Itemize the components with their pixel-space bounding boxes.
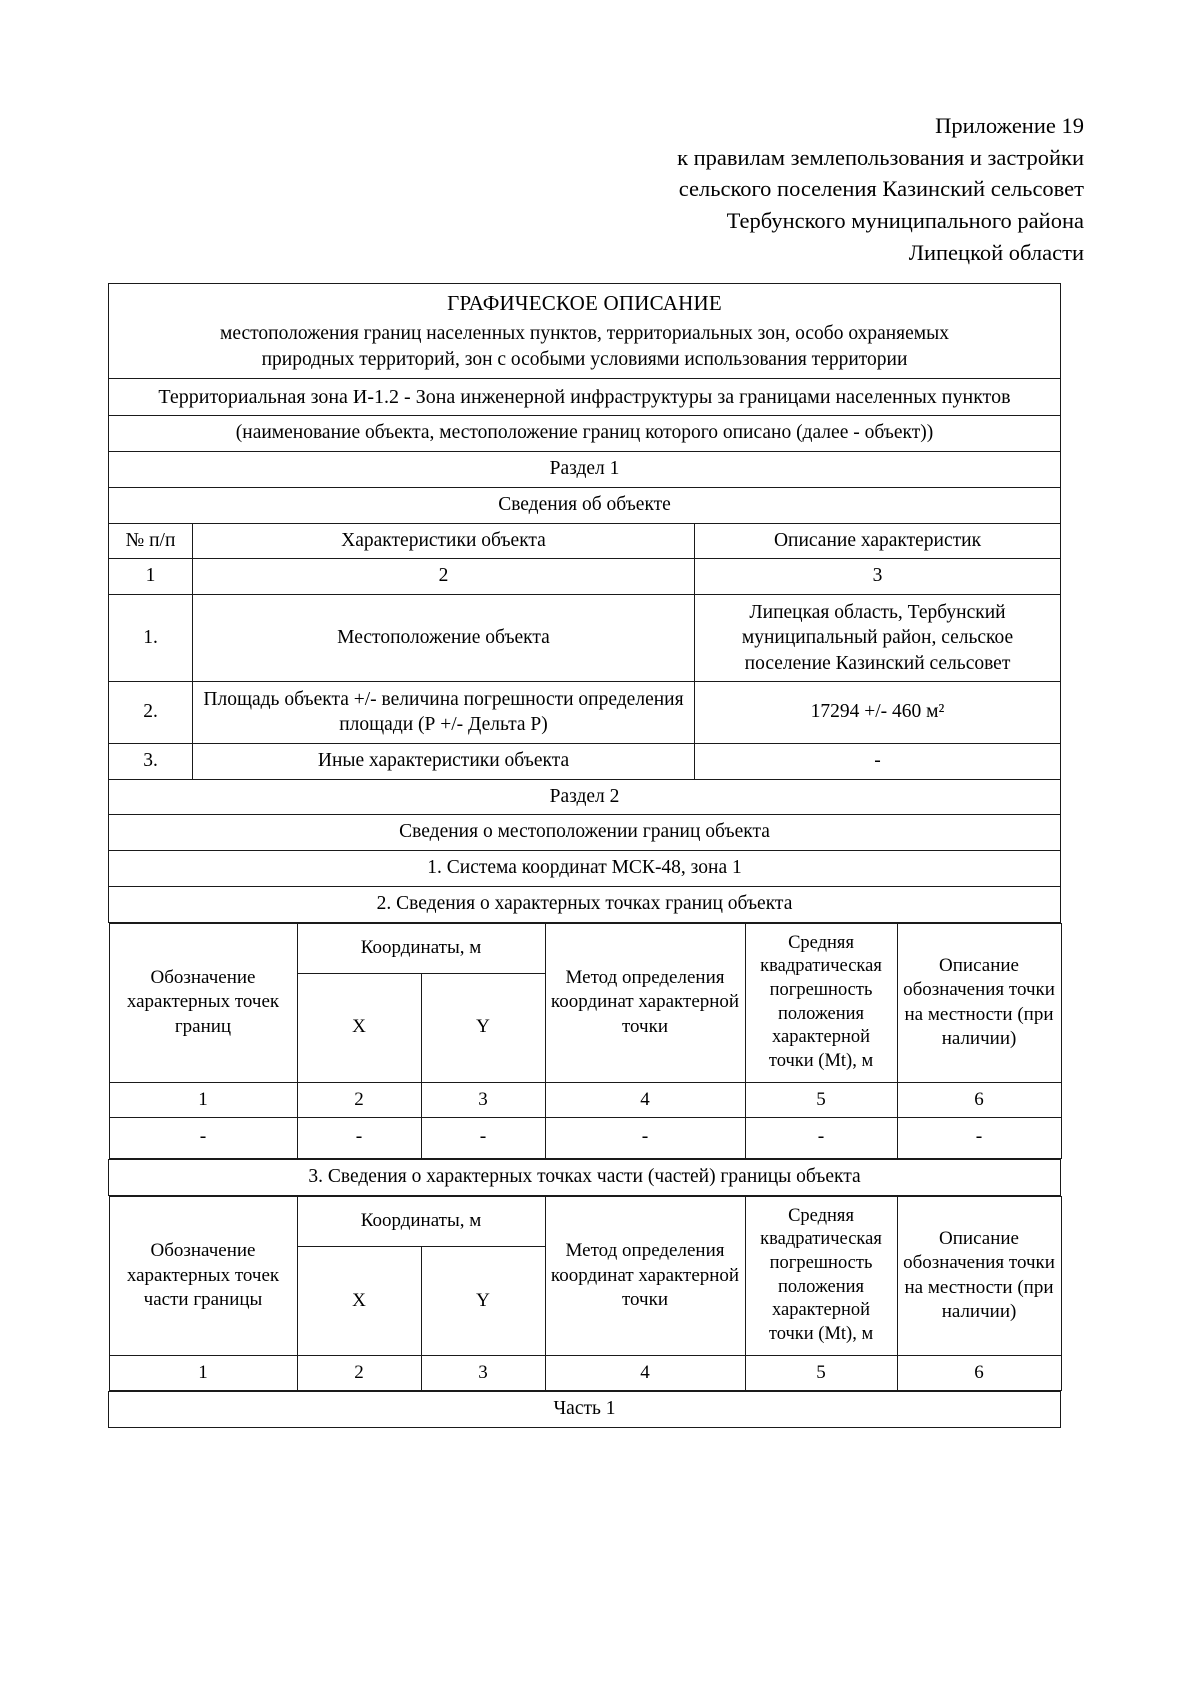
row-description: Липецкая область, Тербунский муниципальный район, сельское поселение Казинский сельсовет: [695, 595, 1061, 682]
parts-title-row: [109, 1159, 1061, 1195]
header-y: Y: [421, 973, 545, 1082]
section1-label-row: [109, 452, 1061, 488]
row-characteristic: Местоположение объекта: [193, 595, 695, 682]
zone-name: Территориальная зона И-1.2 - Зона инженерной инфраструктуры за границами населенных пунктов: [109, 378, 1061, 416]
parts-header-point-designation: Обозначение характерных точек части границы: [109, 1196, 297, 1355]
parts-header-row: [109, 1196, 1061, 1246]
coordinates-header-row: [109, 923, 1061, 973]
parts-column-number-5: 5: [745, 1355, 897, 1390]
column-header-characteristic: Характеристики объекта: [193, 523, 695, 559]
coord-cell-x: -: [297, 1117, 421, 1158]
coord-cell-method: -: [545, 1117, 745, 1158]
section1-header-row: [109, 523, 1061, 559]
parts-coordinates-table: [109, 1196, 1062, 1391]
coord-column-number-5: 5: [745, 1082, 897, 1117]
header-line-region: Липецкой области: [908, 239, 1084, 265]
coord-cell-designation: -: [109, 1117, 297, 1158]
parts-section-title: 3. Сведения о характерных точках части (частей) границы объекта: [109, 1159, 1061, 1195]
document-header: [108, 110, 1092, 269]
parts-header-x: X: [297, 1246, 421, 1355]
coord-column-number-6: 6: [897, 1082, 1061, 1117]
row-characteristic: Иные характеристики объекта: [193, 743, 695, 779]
row-description: -: [695, 743, 1061, 779]
coord-cell-y: -: [421, 1117, 545, 1158]
part-label-row: [109, 1392, 1061, 1428]
parts-column-number-2: 2: [297, 1355, 421, 1390]
table-row: [109, 1117, 1061, 1158]
parts-column-number-6: 6: [897, 1355, 1061, 1390]
coordinates-table: [109, 923, 1062, 1159]
section2-label-row: [109, 779, 1061, 815]
title-subtitle-line2: природных территорий, зон с особыми условиями использования территории: [261, 348, 908, 370]
section1-column-numbers-row: [109, 559, 1061, 595]
table-row: [109, 595, 1061, 682]
coord-column-number-4: 4: [545, 1082, 745, 1117]
coord-column-number-2: 2: [297, 1082, 421, 1117]
points-section-title: 2. Сведения о характерных точках границ объекта: [109, 886, 1061, 922]
row-characteristic: Площадь объекта +/- величина погрешности определения площади (Р +/- Дельта Р): [193, 682, 695, 744]
parts-header-point-description: Описание обозначения точки на местности (при наличии): [897, 1196, 1061, 1355]
coord-column-number-3: 3: [421, 1082, 545, 1117]
parts-column-number-3: 3: [421, 1355, 545, 1390]
table-row: [109, 743, 1061, 779]
section1-title: Сведения об объекте: [109, 487, 1061, 523]
header-line-district: Тербунского муниципального района: [726, 208, 1084, 234]
coordinate-system-line: 1. Система координат МСК-48, зона 1: [109, 851, 1061, 887]
row-number: 2.: [109, 682, 193, 744]
parts-column-number-4: 4: [545, 1355, 745, 1390]
coord-column-number-1: 1: [109, 1082, 297, 1117]
section1-title-row: [109, 487, 1061, 523]
section2-title-row: [109, 815, 1061, 851]
header-point-description: Описание обозначения точки на местности (при наличии): [897, 923, 1061, 1082]
header-coordinates: Координаты, м: [297, 923, 545, 973]
title-subtitle-line1: местоположения границ населенных пунктов, территориальных зон, особо охраняемых: [220, 322, 949, 344]
row-number: 3.: [109, 743, 193, 779]
column-header-number: № п/п: [109, 523, 193, 559]
column-number-2: 2: [193, 559, 695, 595]
object-note-row: [109, 416, 1061, 452]
coordinates-table-header-row: [109, 922, 1061, 1159]
parts-table-header-row: [109, 1195, 1061, 1391]
column-number-1: 1: [109, 559, 193, 595]
header-mean-square-error: Средняя квадратическая погрешность положения характерной точки (Mt), м: [745, 923, 897, 1082]
page-title: ГРАФИЧЕСКОЕ ОПИСАНИЕ: [447, 290, 722, 315]
coordinate-system-row: [109, 851, 1061, 887]
parts-header-coordinates: Координаты, м: [297, 1196, 545, 1246]
row-number: 1.: [109, 595, 193, 682]
header-point-designation: Обозначение характерных точек границ: [109, 923, 297, 1082]
coord-cell-description: -: [897, 1117, 1061, 1158]
table-row: [109, 682, 1061, 744]
part-label: Часть 1: [109, 1392, 1061, 1428]
header-line-appendix: Приложение 19: [935, 113, 1084, 138]
section2-label: Раздел 2: [109, 779, 1061, 815]
section1-label: Раздел 1: [109, 452, 1061, 488]
row-description: 17294 +/- 460 м²: [695, 682, 1061, 744]
main-document-table: [108, 283, 1061, 1428]
column-number-3: 3: [695, 559, 1061, 595]
coord-cell-mse: -: [745, 1117, 897, 1158]
parts-header-method: Метод определения координат характерной точки: [545, 1196, 745, 1355]
zone-row: [109, 378, 1061, 416]
parts-column-number-1: 1: [109, 1355, 297, 1390]
coordinates-column-numbers-row: [109, 1082, 1061, 1117]
header-x: X: [297, 973, 421, 1082]
points-title-row: [109, 886, 1061, 922]
object-note: (наименование объекта, местоположение границ которого описано (далее - объект)): [109, 416, 1061, 452]
title-row: [109, 283, 1061, 378]
section2-title: Сведения о местоположении границ объекта: [109, 815, 1061, 851]
header-line-settlement: сельского поселения Казинский сельсовет: [678, 176, 1084, 202]
column-header-description: Описание характеристик: [695, 523, 1061, 559]
parts-header-y: Y: [421, 1246, 545, 1355]
parts-column-numbers-row: [109, 1355, 1061, 1390]
header-line-rules: к правилам землепользования и застройки: [677, 144, 1084, 170]
title-cell: [109, 283, 1061, 378]
header-method: Метод определения координат характерной точки: [545, 923, 745, 1082]
parts-header-mean-square-error: Средняя квадратическая погрешность положения характерной точки (Mt), м: [745, 1196, 897, 1355]
